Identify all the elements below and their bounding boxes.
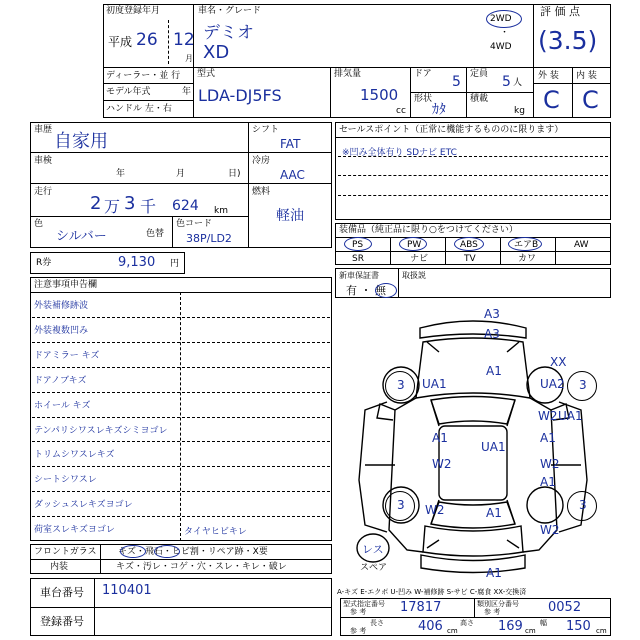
sen-unit: 千 — [140, 197, 157, 216]
equip-aw: AW — [574, 240, 589, 250]
length-label: 長さ — [370, 619, 384, 627]
length-ref-label: 参 考 — [350, 627, 367, 635]
notes-title: 注意事項申告欄 — [34, 280, 98, 290]
first-reg-label: 初度登録年月 — [106, 6, 161, 16]
fuel-label: 燃料 — [252, 187, 271, 197]
mark-a3-second: A3 — [484, 327, 500, 341]
mark-a1-bumper: A1 — [486, 566, 502, 580]
mark-xx: XX — [550, 355, 567, 369]
mark-w2-rr: W2 — [540, 523, 560, 537]
door-label: ドア — [414, 69, 432, 79]
insp-year-unit: 年 — [116, 169, 126, 179]
cc-unit: cc — [396, 106, 406, 116]
fuel-value: 軽油 — [276, 208, 304, 224]
mark-ua1-r: UA1 — [558, 409, 583, 423]
ac-value: AAC — [280, 168, 305, 182]
height-unit: cm — [525, 627, 536, 635]
circle-wheel-rl — [385, 491, 415, 521]
circle-airbag — [508, 237, 542, 251]
front-glass-value: キズ・飛石・ヒビ割・リペア跡・X要 — [118, 547, 268, 557]
circle-pw — [399, 237, 427, 251]
capacity-value: 5 — [502, 74, 511, 90]
cat-ref-label: 参 考 — [484, 608, 501, 616]
equip-leather: カワ — [518, 254, 537, 264]
equip-tv: TV — [464, 254, 476, 264]
note-divider — [32, 392, 330, 393]
note-item: ホイール キズ — [34, 400, 91, 411]
cat-no: 0052 — [548, 600, 582, 615]
mark-ua1-l: UA1 — [422, 377, 447, 391]
color-code: 38P/LD2 — [186, 232, 232, 245]
model-no-label: 型式指定番号 — [343, 600, 385, 608]
era: 平成 — [108, 35, 133, 49]
mark-3-fr: 3 — [579, 378, 587, 392]
handle-label: ハンドル 左・右 — [106, 104, 172, 114]
reg-month: 12 — [173, 30, 195, 50]
int-grade: C — [582, 86, 599, 114]
man-unit: 万 — [104, 197, 121, 216]
displacement-value: 1500 — [360, 86, 399, 104]
drive-2wd: 2WD — [490, 14, 512, 24]
mark-a1-l: A1 — [432, 431, 448, 445]
mark-w2-l: W2 — [432, 457, 452, 471]
shift-value: FAT — [280, 137, 301, 151]
mark-ua1-roof: UA1 — [481, 440, 506, 454]
length-value: 406 — [418, 619, 443, 634]
recycle-box — [30, 252, 185, 274]
mark-ua2-r: UA2 — [540, 377, 565, 391]
interior-value: キズ・汚レ・コゲ・穴・スレ・キレ・破レ — [116, 562, 287, 572]
reg-year: 26 — [136, 30, 158, 50]
equip-ps: PS — [352, 240, 364, 250]
shift-label: シフト — [252, 125, 280, 135]
drive-dot: ・ — [500, 28, 510, 38]
note-divider — [32, 417, 330, 418]
interior-label: 内装 — [50, 562, 69, 572]
mark-3-fl: 3 — [397, 378, 405, 392]
int-label: 内 装 — [576, 71, 597, 81]
month-unit: 月 — [185, 54, 193, 63]
sales-title: セールスポイント（正常に機能するもののに限ります） — [339, 125, 564, 135]
circle-ps — [344, 237, 372, 251]
color-swap-label: 色替 — [146, 229, 165, 239]
circle-glass-scratch — [120, 545, 146, 558]
height-value: 169 — [498, 619, 523, 634]
ext-grade: C — [543, 86, 560, 114]
note-item: トリムシワスレキズ — [34, 450, 115, 461]
warranty-value: 有 ・ 無 — [346, 284, 386, 297]
recycle-label: R券 — [36, 258, 52, 268]
model-no: 17817 — [400, 600, 442, 615]
length-unit: cm — [447, 627, 458, 635]
model-year-unit: 年 — [182, 87, 192, 97]
note-divider — [32, 367, 330, 368]
car-name-label: 車名・グレード — [198, 6, 262, 16]
cat-no-label: 類別区分番号 — [477, 600, 519, 608]
width-value: 150 — [566, 619, 591, 634]
chassis-value: 110401 — [102, 583, 152, 598]
displacement-label: 排気量 — [334, 69, 362, 79]
warranty-label: 新車保証書 — [339, 271, 379, 280]
drive-4wd: 4WD — [490, 42, 512, 52]
note-divider — [32, 491, 330, 492]
ext-label: 外 装 — [538, 71, 559, 81]
inspection-label: 車検 — [34, 156, 53, 166]
circle-abs — [454, 237, 484, 251]
grade: XD — [203, 42, 230, 63]
mark-a1-r: A1 — [540, 431, 556, 445]
note-right-last: タイヤヒビキレ — [184, 527, 247, 537]
dealer-label: ディーラー・並 行 — [106, 71, 181, 81]
mark-spare: スペア — [360, 563, 388, 573]
mark-w2-r: W2 — [538, 409, 558, 423]
equip-abs: ABS — [460, 240, 478, 250]
mark-w2-r2: W2 — [540, 457, 560, 471]
car-name: デミオ — [203, 23, 254, 43]
yen-unit: 円 — [170, 259, 180, 269]
legend: A-キズ E-エクボ U-凹み W-補修跡 S-サビ C-腐食 XX-交換済 — [337, 588, 527, 596]
shape-value: ｶﾀ — [432, 102, 446, 118]
width-unit: cm — [596, 627, 607, 635]
note-item: ダッシュスレキズヨゴレ — [34, 500, 133, 511]
mark-3-rl: 3 — [397, 498, 405, 512]
mark-w2-rl: W2 — [425, 503, 445, 517]
mileage-sen: 3 — [124, 193, 136, 214]
reg-label: 登録番号 — [40, 615, 84, 628]
equip-airbag: エアB — [514, 240, 539, 250]
mileage-rest: 624 — [172, 198, 199, 214]
insp-day-unit: 日) — [228, 169, 241, 179]
note-divider — [32, 342, 330, 343]
equip-pw: PW — [407, 240, 422, 250]
circle-wheel-fr — [567, 371, 597, 401]
note-item: ドアノブキズ — [34, 375, 87, 386]
equip-sr: SR — [352, 254, 364, 264]
capacity-label: 定員 — [470, 69, 489, 79]
ac-label: 冷房 — [252, 156, 271, 166]
use-label: 車歴 — [34, 125, 53, 135]
color-value: シルバー — [56, 229, 107, 244]
sales-line1: ※凹み全体有り SDナビ ETC — [342, 148, 457, 158]
mark-3-rr: 3 — [579, 498, 587, 512]
mileage-label: 走行 — [34, 187, 53, 197]
height-label: 高さ — [460, 619, 474, 627]
km-unit: km — [214, 206, 228, 216]
note-item: テンパリシワスレキズシミヨゴレ — [34, 425, 168, 436]
note-divider — [32, 516, 330, 517]
type-value: LDA-DJ5FS — [198, 86, 282, 105]
kg-unit: kg — [514, 106, 525, 116]
type-label: 型式 — [197, 69, 216, 79]
circle-warranty-no — [375, 283, 397, 298]
note-item: 外装複数凹み — [34, 325, 89, 336]
equip-navi: ナビ — [410, 254, 429, 264]
equipment-title: 装備品（純正品に限り○をつけてください） — [339, 225, 518, 235]
door-value: 5 — [452, 74, 461, 90]
model-year-label: モデル年式 — [106, 87, 151, 97]
use-value: 自家用 — [54, 131, 108, 152]
front-glass-label: フロントガラス — [34, 547, 97, 557]
mileage-man: 2 — [90, 193, 102, 214]
shape-label: 形状 — [414, 94, 433, 104]
color-label: 色 — [34, 219, 44, 229]
mark-a3-top: A3 — [484, 307, 500, 321]
capacity-unit: 人 — [513, 78, 523, 88]
insp-month-unit: 月 — [176, 169, 186, 179]
note-item: 外装補修跡波 — [34, 301, 89, 311]
circle-glass-stone — [154, 545, 180, 558]
chassis-label: 車台番号 — [40, 586, 84, 599]
circle-wheel-rr — [567, 491, 597, 521]
note-divider — [32, 441, 330, 442]
score-label: 評 価 点 — [540, 5, 580, 18]
mark-a1-hood: A1 — [486, 364, 502, 378]
note-item: ドアミラー キズ — [34, 350, 100, 361]
manual-label: 取扱説 — [402, 271, 426, 280]
recycle-value: 9,130 — [118, 255, 156, 270]
model-ref-label: 参 考 — [350, 608, 367, 616]
mark-a1-r2: A1 — [540, 475, 556, 489]
mark-les: レス — [362, 543, 384, 556]
note-item: シートシワスレ — [34, 475, 97, 486]
note-divider — [32, 317, 330, 318]
load-label: 積載 — [470, 94, 489, 104]
width-label: 幅 — [540, 619, 547, 627]
color-code-label: 色コード — [176, 219, 213, 229]
mark-a1-trunk: A1 — [486, 506, 502, 520]
note-divider — [32, 466, 330, 467]
note-item: 荷室スレキズヨゴレ — [34, 525, 115, 536]
score: (3.5) — [538, 26, 598, 55]
circle-wheel-fl — [385, 371, 415, 401]
